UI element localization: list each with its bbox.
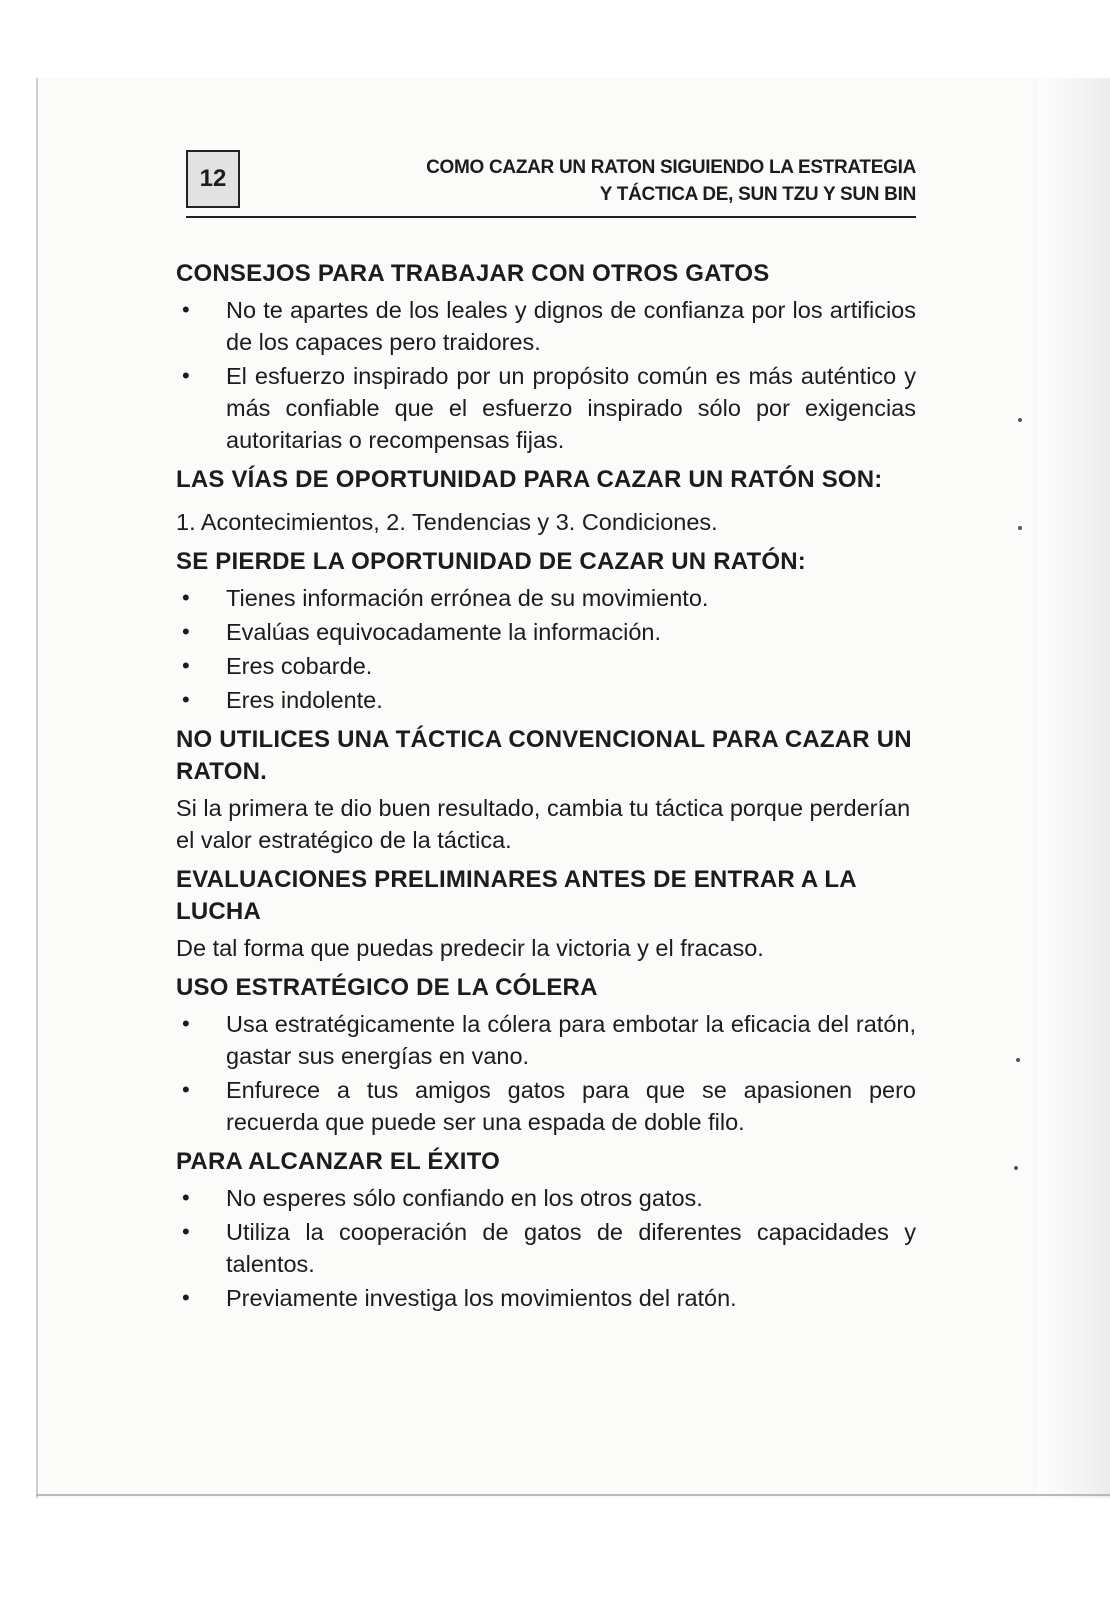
section-heading: CONSEJOS PARA TRABAJAR CON OTROS GATOS: [176, 260, 770, 287]
section-tactica-convencional: [176, 724, 916, 856]
bullet-list: [176, 1008, 916, 1138]
section-heading: PARA ALCANZAR EL ÉXITO: [176, 1148, 500, 1175]
page-content: [176, 258, 916, 1322]
section-text: 1. Acontecimientos, 2. Tendencias y 3. Condiciones.: [176, 509, 718, 535]
section-consejos: [176, 258, 916, 456]
scan-speck: [1018, 526, 1022, 530]
section-heading: LAS VÍAS DE OPORTUNIDAD PARA CAZAR UN RATÓN SON:: [176, 466, 883, 493]
section-pierde-oportunidad: [176, 546, 916, 716]
list-item: • El esfuerzo inspirado por un propósito común es más auténtico y más confiable que el esfuerzo inspirado sólo por exigencias autoritarias o recompensas fijas.: [176, 360, 916, 456]
scan-speck: [1018, 418, 1022, 422]
section-text: Si la primera te dio buen resultado, cambia tu táctica porque perderían el valor estratégico de la táctica.: [176, 795, 911, 853]
section-text: De tal forma que puedas predecir la victoria y el fracaso.: [176, 935, 764, 961]
running-title-line-2: Y TÁCTICA DE, SUN TZU Y SUN BIN: [599, 184, 916, 205]
scan-speck: [1014, 1166, 1018, 1170]
list-item: • Eres cobarde.: [176, 650, 916, 682]
list-item: • Utiliza la cooperación de gatos de diferentes capacidades y talentos.: [176, 1216, 916, 1280]
section-heading: EVALUACIONES PRELIMINARES ANTES DE ENTRAR A LA LUCHA: [176, 866, 856, 925]
section-colera: [176, 972, 916, 1138]
section-vias-oportunidad: [176, 464, 916, 538]
page-header: [186, 150, 916, 218]
list-item: • No esperes sólo confiando en los otros gatos.: [176, 1182, 916, 1214]
page-number: 12: [186, 150, 240, 208]
list-item: • Previamente investiga los movimientos del ratón.: [176, 1282, 916, 1314]
section-heading: NO UTILICES UNA TÁCTICA CONVENCIONAL PARA CAZAR UN RATON.: [176, 726, 912, 785]
bullet-list: [176, 582, 916, 716]
list-item: • Eres indolente.: [176, 684, 916, 716]
bullet-list: [176, 294, 916, 456]
page-edge-shadow: [1030, 78, 1110, 1498]
section-heading: SE PIERDE LA OPORTUNIDAD DE CAZAR UN RATÓN:: [176, 548, 806, 575]
bullet-list: [176, 1182, 916, 1314]
section-evaluaciones: [176, 864, 916, 964]
running-title-line-1: COMO CAZAR UN RATON SIGUIENDO LA ESTRATEGIA: [426, 157, 916, 178]
page-bottom-edge: [36, 1494, 1110, 1496]
list-item: • No te apartes de los leales y dignos de confianza por los artificios de los capaces pero traidores.: [176, 294, 916, 358]
list-item: • Enfurece a tus amigos gatos para que se apasionen pero recuerda que puede ser una espada de doble filo.: [176, 1074, 916, 1138]
list-item: • Usa estratégicamente la cólera para embotar la eficacia del ratón, gastar sus energías en vano.: [176, 1008, 916, 1072]
scan-speck: [1016, 1058, 1020, 1062]
section-heading: USO ESTRATÉGICO DE LA CÓLERA: [176, 974, 598, 1001]
section-exito: [176, 1146, 916, 1314]
list-item: • Evalúas equivocadamente la información.: [176, 616, 916, 648]
list-item: • Tienes información errónea de su movimiento.: [176, 582, 916, 614]
running-title: [276, 154, 916, 208]
